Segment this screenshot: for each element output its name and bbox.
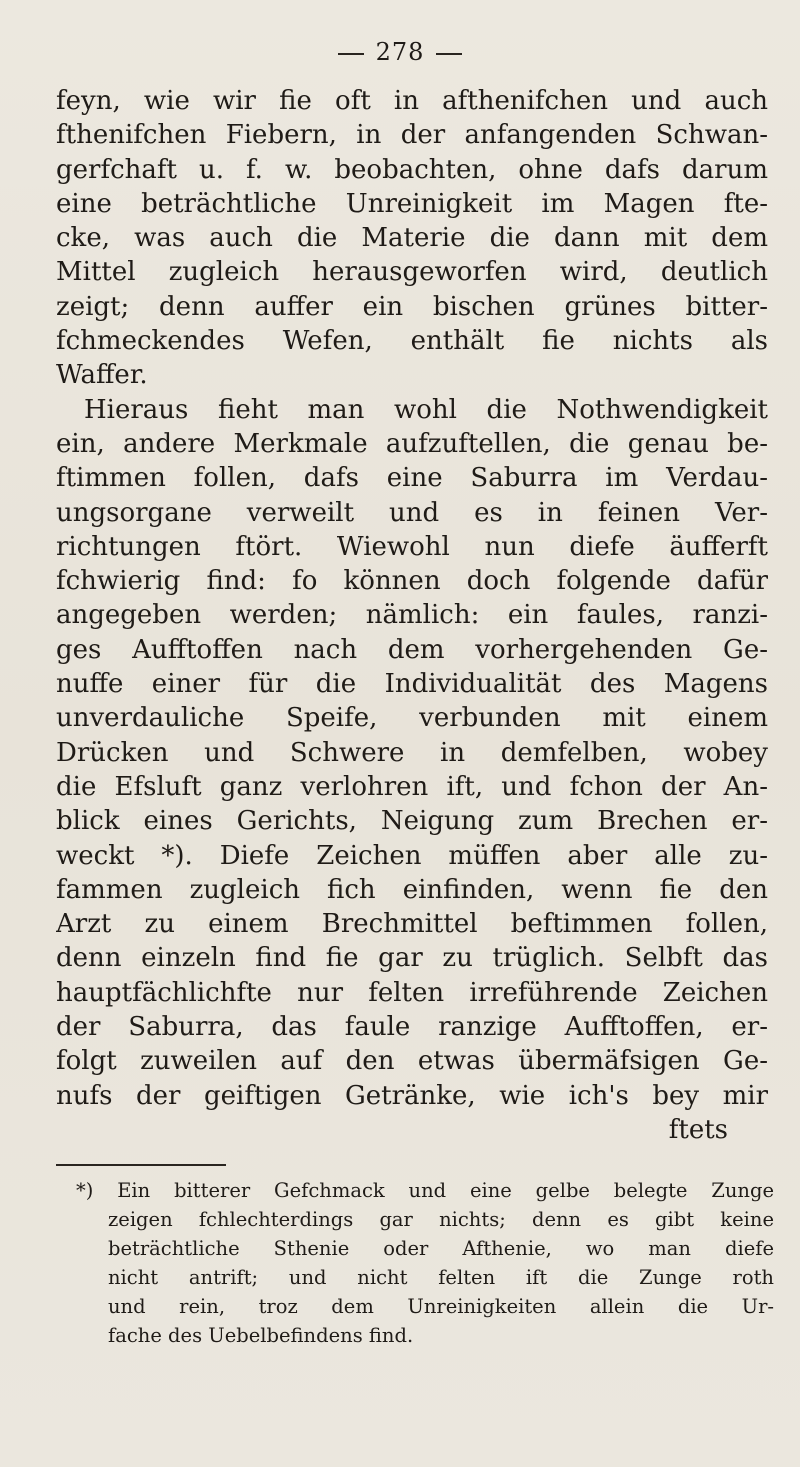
text-line: der Saburra, das faule ranzige Aufftoffen, er- (56, 1012, 768, 1043)
text-line: ein, andere Merkmale aufzuftellen, die genau be- (56, 428, 768, 459)
text-line: ftimmen follen, dafs eine Saburra im Verdau- (56, 463, 768, 494)
text-line: ungsorgane verweilt und es in feinen Ver- (56, 497, 768, 528)
page-number-header (0, 38, 800, 66)
footnote-line: nicht antrift; und nicht felten ift die Zunge roth (108, 1266, 774, 1289)
footnote-separator (56, 1164, 226, 1166)
text-line: angegeben werden; nämlich: ein faules, ranzi- (56, 600, 768, 631)
text-line: die Efsluft ganz verlohren ift, und fchon der An- (56, 771, 768, 802)
text-line: gerfchaft u. f. w. beobachten, ohne dafs darum (56, 154, 768, 185)
footnote-block (56, 1176, 774, 1350)
text-line: unverdauliche Speife, verbunden mit einem (56, 703, 768, 734)
text-line: Hieraus fieht man wohl die Nothwendigkeit (84, 394, 768, 425)
text-line: blick eines Gerichts, Neigung zum Brechen er- (56, 806, 768, 837)
text-line: eine beträchtliche Unreinigkeit im Magen fte- (56, 188, 768, 219)
text-line: ftets (668, 1114, 728, 1145)
header-dash-right (436, 53, 462, 55)
text-line: richtungen ftört. Wiewohl nun diefe äufferft (56, 531, 768, 562)
text-line: cke, was auch die Materie die dann mit dem (56, 223, 768, 254)
header-dash-left (338, 53, 364, 55)
text-line: zeigt; denn auffer ein bischen grünes bitter- (56, 291, 768, 322)
text-line: weckt *). Diefe Zeichen müffen aber alle zu- (56, 840, 768, 871)
text-line: nufs der geiftigen Getränke, wie ich's bey mir (56, 1080, 768, 1111)
footnote-line: fache des Uebelbefindens find. (108, 1324, 414, 1347)
text-line: fammen zugleich fich einfinden, wenn fie den (56, 874, 768, 905)
text-line: Waffer. (56, 360, 148, 391)
text-line: Drücken und Schwere in demfelben, wobey (56, 737, 768, 768)
text-line: Arzt zu einem Brechmittel beftimmen follen, (56, 909, 768, 940)
footnote-line: und rein, troz dem Unreinigkeiten allein die Ur- (108, 1295, 774, 1318)
text-line: nuffe einer für die Individualität des Magens (56, 669, 768, 700)
text-line: hauptfächlichfte nur felten irreführende Zeichen (56, 977, 768, 1008)
text-line: fthenifchen Fiebern, in der anfangenden Schwan- (56, 120, 768, 151)
text-line: feyn, wie wir fie oft in afthenifchen und auch (56, 86, 768, 116)
footnote-line: beträchtliche Sthenie oder Afthenie, wo man diefe (108, 1237, 774, 1260)
text-line: folgt zuweilen auf den etwas übermäfsigen Ge- (56, 1046, 768, 1077)
page-number: 278 (375, 38, 425, 66)
text-line: Mittel zugleich herausgeworfen wird, deutlich (56, 257, 768, 288)
text-line: fchwierig find: fo können doch folgende dafür (56, 566, 768, 597)
main-text-block (56, 84, 768, 1147)
footnote-line: *) Ein bitterer Gefchmack und eine gelbe belegte Zunge (76, 1179, 774, 1202)
text-line: fchmeckendes Wefen, enthält fie nichts als (56, 326, 768, 357)
footnote-line: zeigen fchlechterdings gar nichts; denn es gibt keine (108, 1208, 774, 1231)
text-line: ges Aufftoffen nach dem vorhergehenden Ge- (56, 634, 768, 665)
text-line: denn einzeln find fie gar zu trüglich. Selbft das (56, 943, 768, 974)
